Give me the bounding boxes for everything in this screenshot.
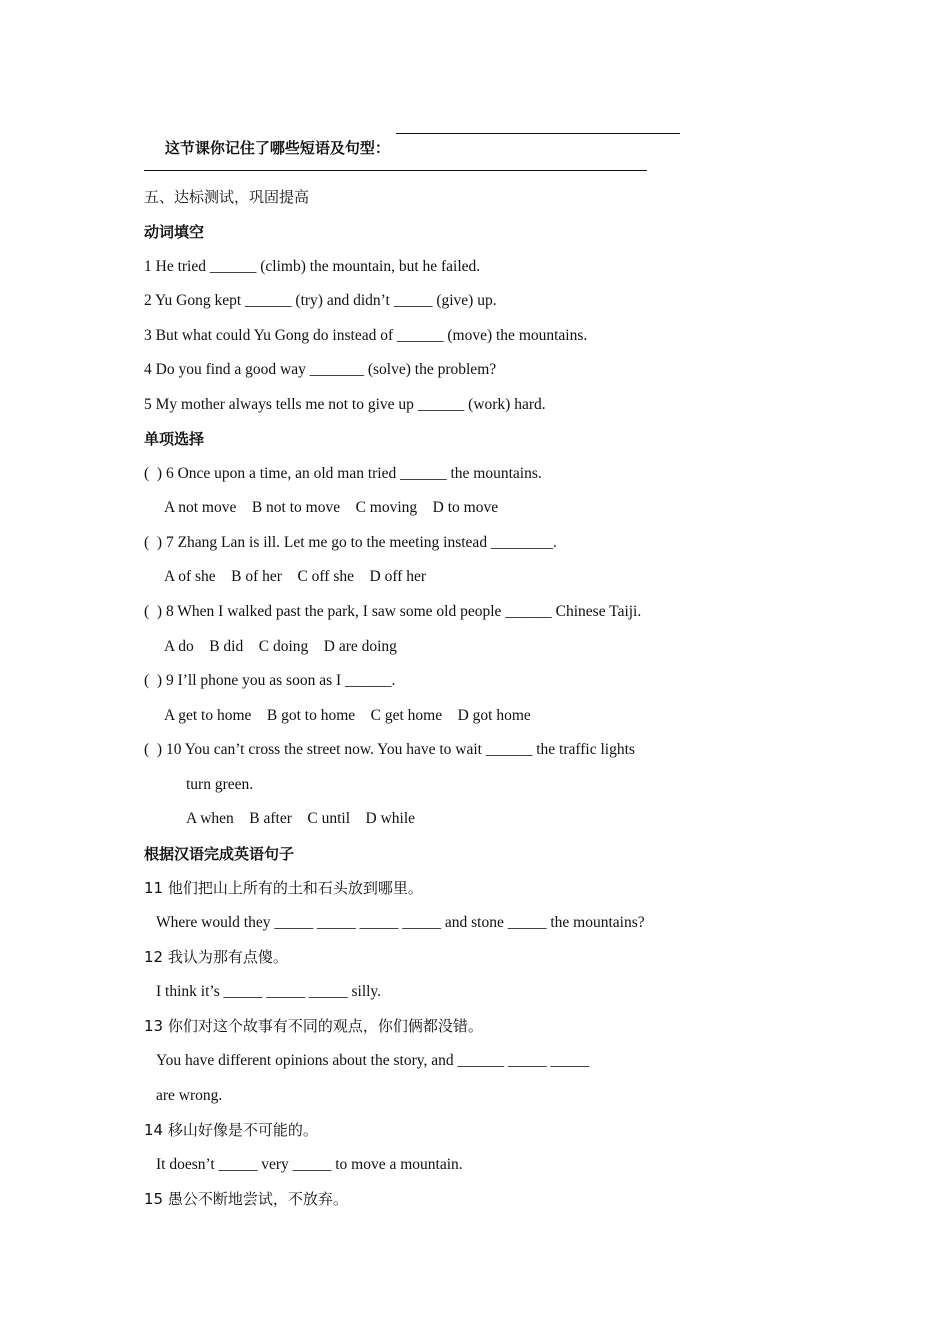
translate-en-11: Where would they _____ _____ _____ _____ and stone _____ the mountains? (156, 914, 645, 931)
translate-en-13-cont: are wrong. (156, 1087, 223, 1104)
choice-question-9: ( ) 9 I’ll phone you as soon as I ______. (144, 672, 396, 689)
choice-question-8: ( ) 8 When I walked past the park, I saw some old people ______ Chinese Taiji. (144, 603, 642, 620)
choice-options-10: A when B after C until D while (186, 810, 416, 827)
translate-zh-15: 15 愚公不断地尝试，不放弃。 (144, 1190, 348, 1208)
translate-zh-14: 14 移山好像是不可能的。 (144, 1121, 318, 1139)
translate-en-13: You have different opinions about the story, and ______ _____ _____ (156, 1052, 590, 1069)
choice-question-10: ( ) 10 You can’t cross the street now. You have to wait ______ the traffic lights (144, 741, 635, 758)
verb-item-2: 2 Yu Gong kept ______ (try) and didn’t _____ (give) up. (144, 292, 497, 309)
choice-question-7: ( ) 7 Zhang Lan is ill. Let me go to the meeting instead ________. (144, 534, 557, 551)
choice-question-6: ( ) 6 Once upon a time, an old man tried ______ the mountains. (144, 465, 542, 482)
choice-heading: 单项选择 (144, 430, 205, 448)
choice-options-7: A of she B of her C off she D off her (164, 568, 427, 585)
choice-options-8: A do B did C doing D are doing (164, 638, 397, 655)
verb-heading: 动词填空 (144, 223, 205, 241)
verb-item-3: 3 But what could Yu Gong do instead of ______ (move) the mountains. (144, 327, 588, 344)
verb-item-1: 1 He tried ______ (climb) the mountain, but he failed. (144, 258, 481, 275)
translate-zh-13: 13 你们对这个故事有不同的观点，你们俩都没错。 (144, 1017, 483, 1035)
choice-options-9: A get to home B got to home C get home D got home (164, 707, 531, 724)
translate-zh-11: 11 他们把山上所有的土和石头放到哪里。 (144, 879, 423, 897)
translate-en-12: I think it’s _____ _____ _____ silly. (156, 983, 382, 1000)
summary-blank-line-2 (144, 170, 647, 171)
verb-item-4: 4 Do you find a good way _______ (solve) the problem? (144, 361, 497, 378)
translate-en-14: It doesn’t _____ very _____ to move a mountain. (156, 1156, 463, 1173)
summary-prompt-text: 这节课你记住了哪些短语及句型： (164, 139, 390, 157)
section-title: 五、达标测试，巩固提高 (144, 188, 310, 206)
choice-question-10-cont: turn green. (186, 776, 254, 793)
summary-blank-line-1 (396, 133, 680, 134)
choice-options-6: A not move B not to move C moving D to move (164, 499, 499, 516)
translate-zh-12: 12 我认为那有点傻。 (144, 948, 288, 966)
translate-heading: 根据汉语完成英语句子 (144, 845, 295, 863)
verb-item-5: 5 My mother always tells me not to give up ______ (work) hard. (144, 396, 546, 413)
summary-prompt (144, 118, 390, 178)
